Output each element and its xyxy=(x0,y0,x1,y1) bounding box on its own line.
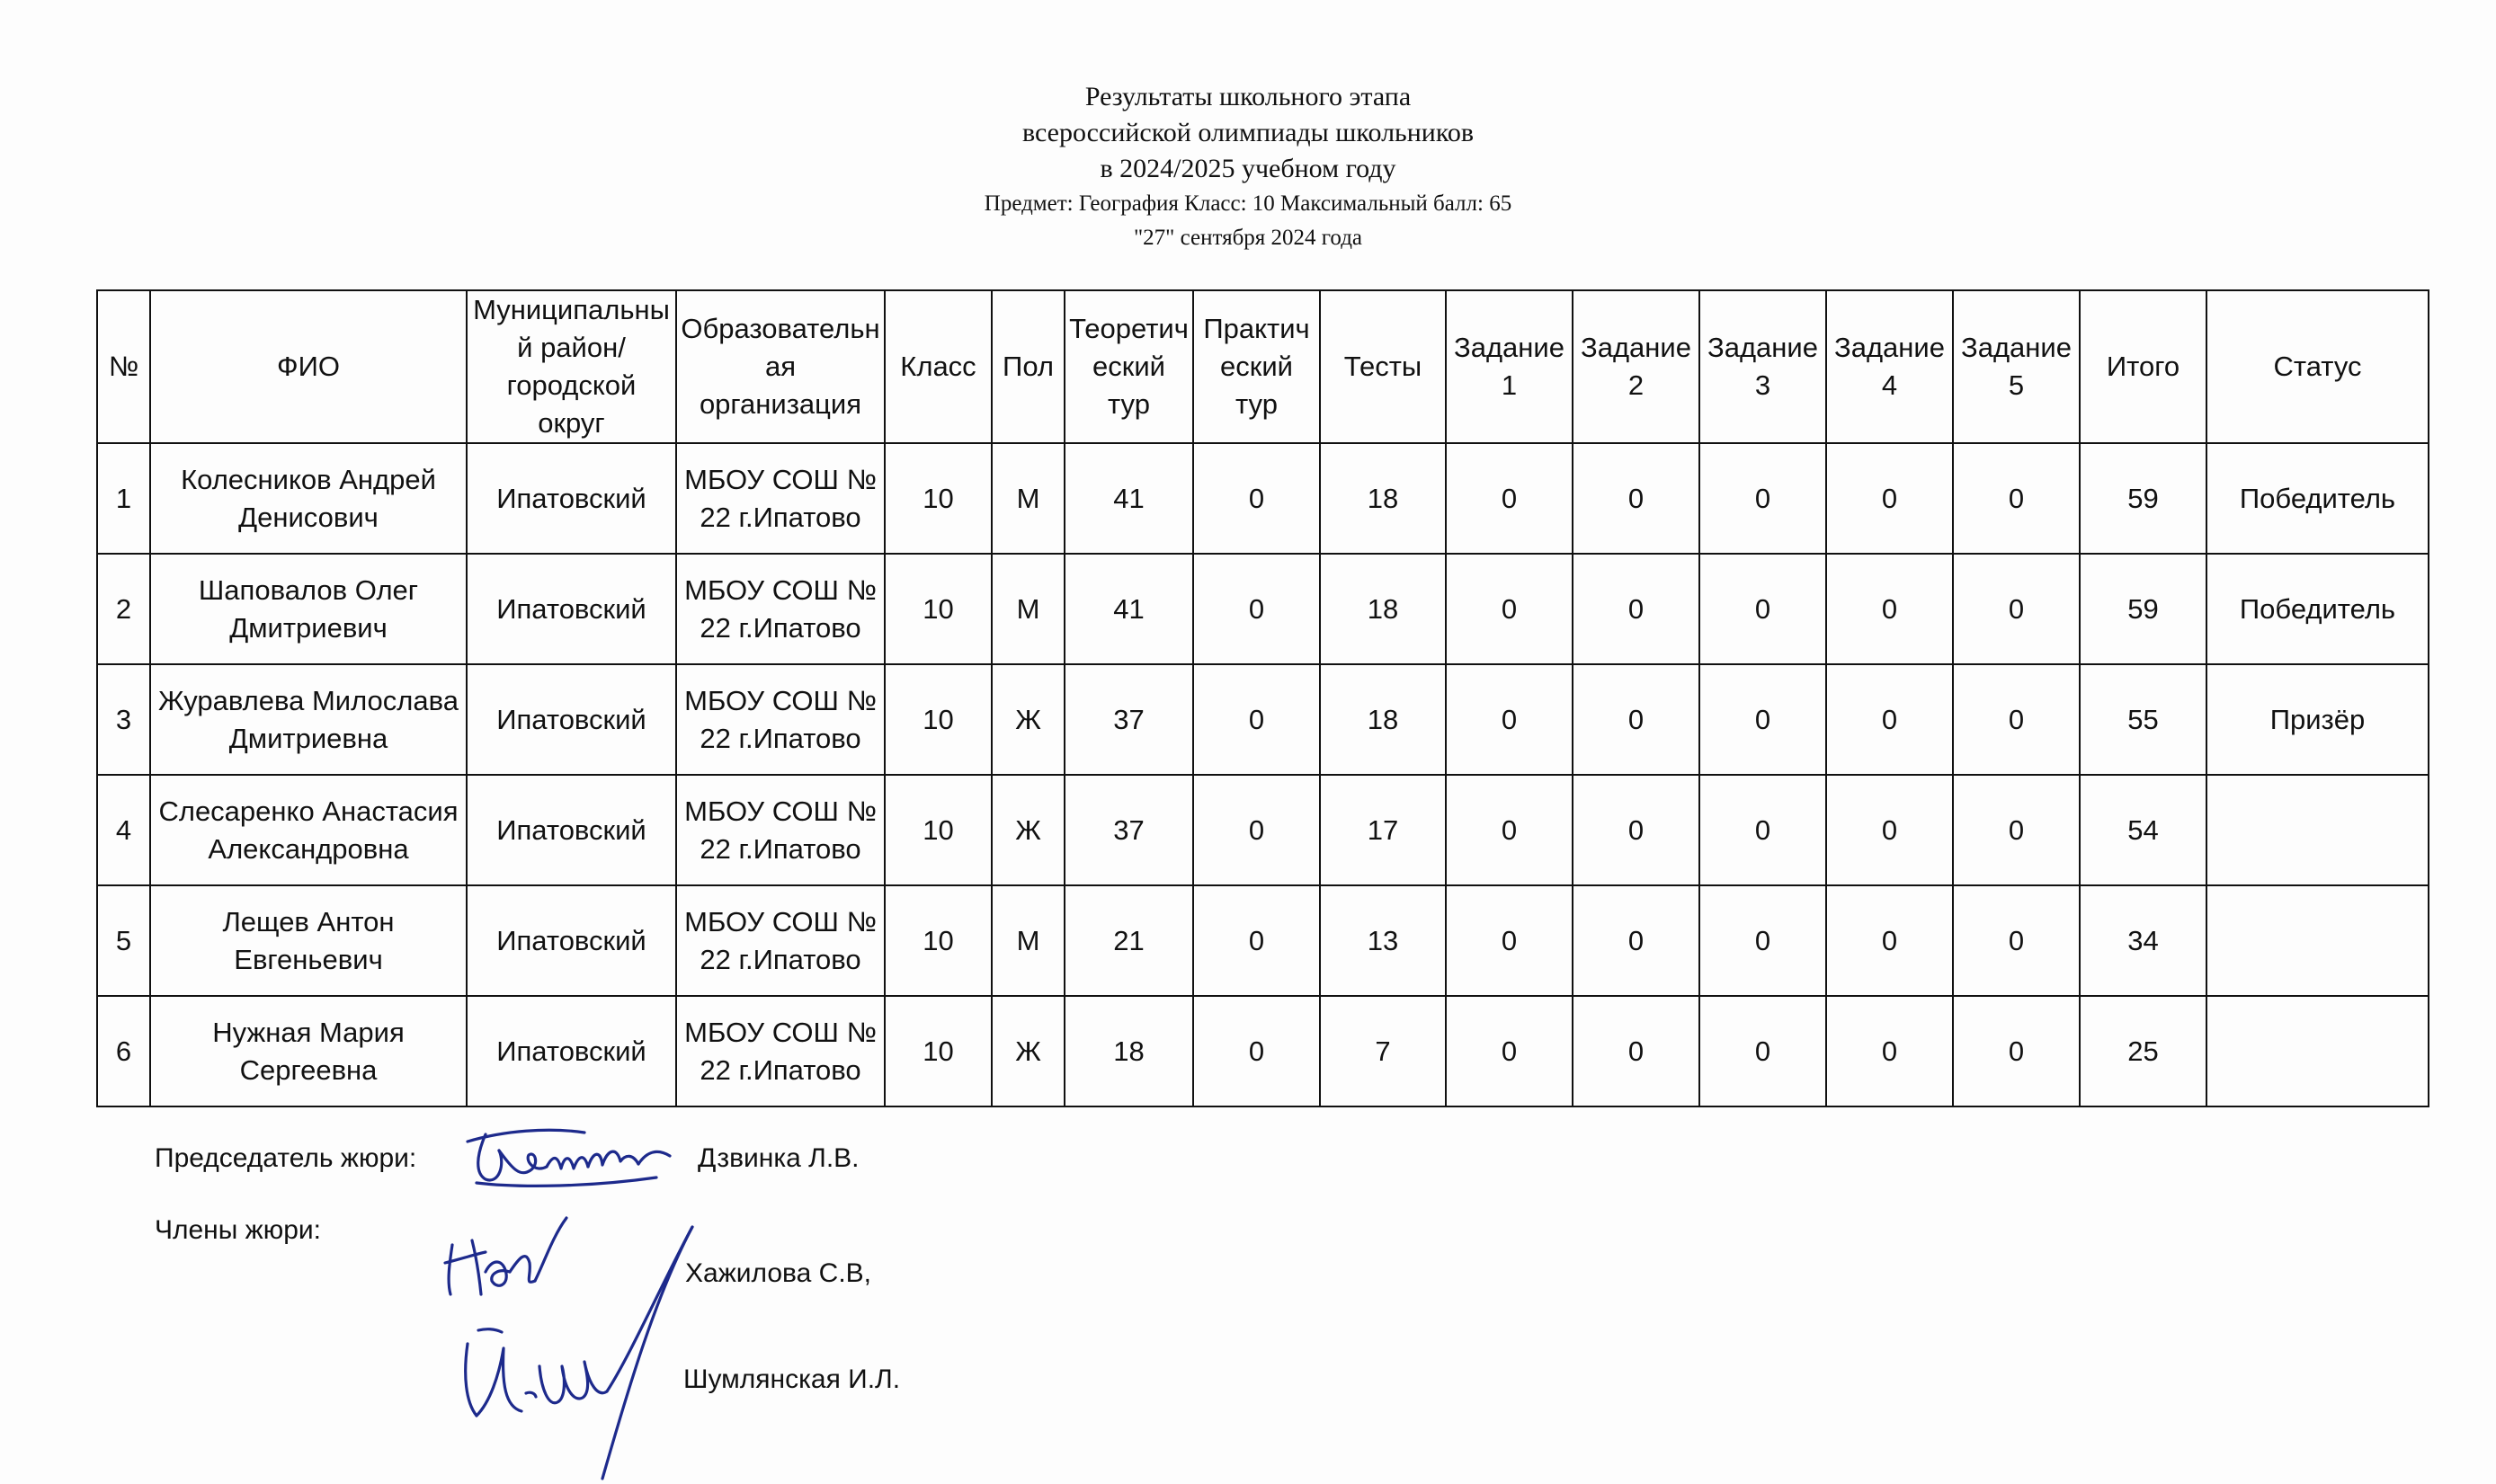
header-title-line1: Результаты школьного этапа xyxy=(1084,82,1412,111)
table-row xyxy=(97,554,2429,664)
cell-status xyxy=(2206,775,2429,885)
col-header-task5: Задание 5 xyxy=(1953,290,2080,443)
cell-grade: 10 xyxy=(885,443,992,554)
cell-practice: 0 xyxy=(1193,996,1320,1106)
cell-practice: 0 xyxy=(1193,554,1320,664)
cell-gender: М xyxy=(992,443,1065,554)
col-header-fio: ФИО xyxy=(150,290,467,443)
header-title-line3: в 2024/2025 учебном году xyxy=(1100,154,1396,183)
cell-task1: 0 xyxy=(1446,554,1573,664)
cell-number: 5 xyxy=(97,885,150,996)
cell-task5: 0 xyxy=(1953,664,2080,775)
col-header-task3: Задание 3 xyxy=(1699,290,1826,443)
cell-total: 55 xyxy=(2080,664,2206,775)
cell-task3: 0 xyxy=(1699,554,1826,664)
cell-task4: 0 xyxy=(1826,443,1953,554)
col-header-organization: Образовательная организация xyxy=(676,290,885,443)
cell-status xyxy=(2206,996,2429,1106)
cell-practice: 0 xyxy=(1193,775,1320,885)
cell-total: 59 xyxy=(2080,443,2206,554)
cell-organization: МБОУ СОШ № 22 г.Ипатово xyxy=(676,554,885,664)
col-header-gender: Пол xyxy=(992,290,1065,443)
table-row xyxy=(97,443,2429,554)
cell-number: 3 xyxy=(97,664,150,775)
cell-task4: 0 xyxy=(1826,664,1953,775)
cell-status xyxy=(2206,885,2429,996)
cell-task5: 0 xyxy=(1953,775,2080,885)
col-header-number: № xyxy=(97,290,150,443)
results-table-body xyxy=(97,443,2429,1106)
cell-district: Ипатовский xyxy=(467,996,676,1106)
cell-task1: 0 xyxy=(1446,775,1573,885)
cell-practice: 0 xyxy=(1193,885,1320,996)
cell-number: 6 xyxy=(97,996,150,1106)
results-table xyxy=(96,289,2429,1107)
cell-organization: МБОУ СОШ № 22 г.Ипатово xyxy=(676,664,885,775)
cell-task1: 0 xyxy=(1446,996,1573,1106)
cell-status: Победитель xyxy=(2206,443,2429,554)
cell-task4: 0 xyxy=(1826,554,1953,664)
cell-grade: 10 xyxy=(885,554,992,664)
member2-signature-icon xyxy=(450,1222,719,1483)
cell-grade: 10 xyxy=(885,775,992,885)
header-subject-line: Предмет: География Класс: 10 Максимальный балл: 65 xyxy=(984,191,1512,216)
cell-fio: Нужная Мария Сергеевна xyxy=(150,996,467,1106)
cell-fio: Лещев Антон Евгеньевич xyxy=(150,885,467,996)
cell-district: Ипатовский xyxy=(467,775,676,885)
cell-task2: 0 xyxy=(1573,885,1699,996)
cell-number: 4 xyxy=(97,775,150,885)
cell-task2: 0 xyxy=(1573,775,1699,885)
cell-tests: 7 xyxy=(1320,996,1446,1106)
cell-total: 34 xyxy=(2080,885,2206,996)
cell-task4: 0 xyxy=(1826,885,1953,996)
cell-grade: 10 xyxy=(885,664,992,775)
cell-task2: 0 xyxy=(1573,443,1699,554)
cell-practice: 0 xyxy=(1193,664,1320,775)
col-header-theory: Теоретический тур xyxy=(1065,290,1193,443)
cell-theory: 41 xyxy=(1065,554,1193,664)
cell-fio: Слесаренко Анастасия Александровна xyxy=(150,775,467,885)
cell-theory: 21 xyxy=(1065,885,1193,996)
table-row xyxy=(97,885,2429,996)
cell-gender: М xyxy=(992,885,1065,996)
cell-task1: 0 xyxy=(1446,443,1573,554)
cell-task1: 0 xyxy=(1446,664,1573,775)
col-header-task1: Задание 1 xyxy=(1446,290,1573,443)
cell-district: Ипатовский xyxy=(467,885,676,996)
cell-total: 59 xyxy=(2080,554,2206,664)
col-header-status: Статус xyxy=(2206,290,2429,443)
cell-grade: 10 xyxy=(885,996,992,1106)
cell-status: Победитель xyxy=(2206,554,2429,664)
cell-gender: Ж xyxy=(992,775,1065,885)
col-header-practice: Практический тур xyxy=(1193,290,1320,443)
cell-task4: 0 xyxy=(1826,996,1953,1106)
cell-tests: 13 xyxy=(1320,885,1446,996)
cell-grade: 10 xyxy=(885,885,992,996)
cell-task1: 0 xyxy=(1446,885,1573,996)
cell-task4: 0 xyxy=(1826,775,1953,885)
cell-task5: 0 xyxy=(1953,443,2080,554)
header-date-line: "27" сентября 2024 года xyxy=(1133,226,1363,250)
header-title-line2: всероссийской олимпиады школьников xyxy=(1021,118,1475,147)
cell-total: 54 xyxy=(2080,775,2206,885)
cell-district: Ипатовский xyxy=(467,664,676,775)
cell-task3: 0 xyxy=(1699,996,1826,1106)
table-row xyxy=(97,996,2429,1106)
cell-gender: М xyxy=(992,554,1065,664)
chair-label: Председатель жюри: xyxy=(155,1143,417,1173)
results-table-header xyxy=(97,290,2429,443)
member2-name: Шумлянская И.Л. xyxy=(683,1364,901,1394)
members-label: Члены жюри: xyxy=(155,1215,321,1245)
cell-fio: Шаповалов Олег Дмитриевич xyxy=(150,554,467,664)
cell-task5: 0 xyxy=(1953,554,2080,664)
cell-district: Ипатовский xyxy=(467,443,676,554)
cell-task3: 0 xyxy=(1699,443,1826,554)
cell-tests: 18 xyxy=(1320,554,1446,664)
cell-task2: 0 xyxy=(1573,554,1699,664)
cell-status: Призёр xyxy=(2206,664,2429,775)
cell-organization: МБОУ СОШ № 22 г.Ипатово xyxy=(676,443,885,554)
cell-task3: 0 xyxy=(1699,775,1826,885)
col-header-task4: Задание 4 xyxy=(1826,290,1953,443)
cell-task2: 0 xyxy=(1573,996,1699,1106)
cell-theory: 37 xyxy=(1065,775,1193,885)
table-row xyxy=(97,664,2429,775)
cell-organization: МБОУ СОШ № 22 г.Ипатово xyxy=(676,996,885,1106)
chair-signature-icon xyxy=(450,1115,683,1195)
col-header-task2: Задание 2 xyxy=(1573,290,1699,443)
table-row xyxy=(97,775,2429,885)
cell-task2: 0 xyxy=(1573,664,1699,775)
cell-number: 2 xyxy=(97,554,150,664)
cell-theory: 18 xyxy=(1065,996,1193,1106)
cell-tests: 18 xyxy=(1320,664,1446,775)
cell-organization: МБОУ СОШ № 22 г.Ипатово xyxy=(676,775,885,885)
cell-theory: 37 xyxy=(1065,664,1193,775)
cell-practice: 0 xyxy=(1193,443,1320,554)
cell-theory: 41 xyxy=(1065,443,1193,554)
cell-organization: МБОУ СОШ № 22 г.Ипатово xyxy=(676,885,885,996)
cell-tests: 17 xyxy=(1320,775,1446,885)
cell-task5: 0 xyxy=(1953,996,2080,1106)
member1-name: Хажилова С.В, xyxy=(685,1258,872,1288)
cell-task3: 0 xyxy=(1699,885,1826,996)
cell-district: Ипатовский xyxy=(467,554,676,664)
cell-fio: Журавлева Милослава Дмитриевна xyxy=(150,664,467,775)
header-row xyxy=(97,290,2429,443)
cell-task5: 0 xyxy=(1953,885,2080,996)
col-header-tests: Тесты xyxy=(1320,290,1446,443)
cell-number: 1 xyxy=(97,443,150,554)
cell-fio: Колесников Андрей Денисович xyxy=(150,443,467,554)
cell-task3: 0 xyxy=(1699,664,1826,775)
col-header-district: Муниципальный район/городской округ xyxy=(467,290,676,443)
cell-total: 25 xyxy=(2080,996,2206,1106)
col-header-total: Итого xyxy=(2080,290,2206,443)
cell-gender: Ж xyxy=(992,996,1065,1106)
cell-gender: Ж xyxy=(992,664,1065,775)
document-header xyxy=(0,79,2496,255)
chair-name: Дзвинка Л.В. xyxy=(698,1143,860,1173)
col-header-grade: Класс xyxy=(885,290,992,443)
cell-tests: 18 xyxy=(1320,443,1446,554)
